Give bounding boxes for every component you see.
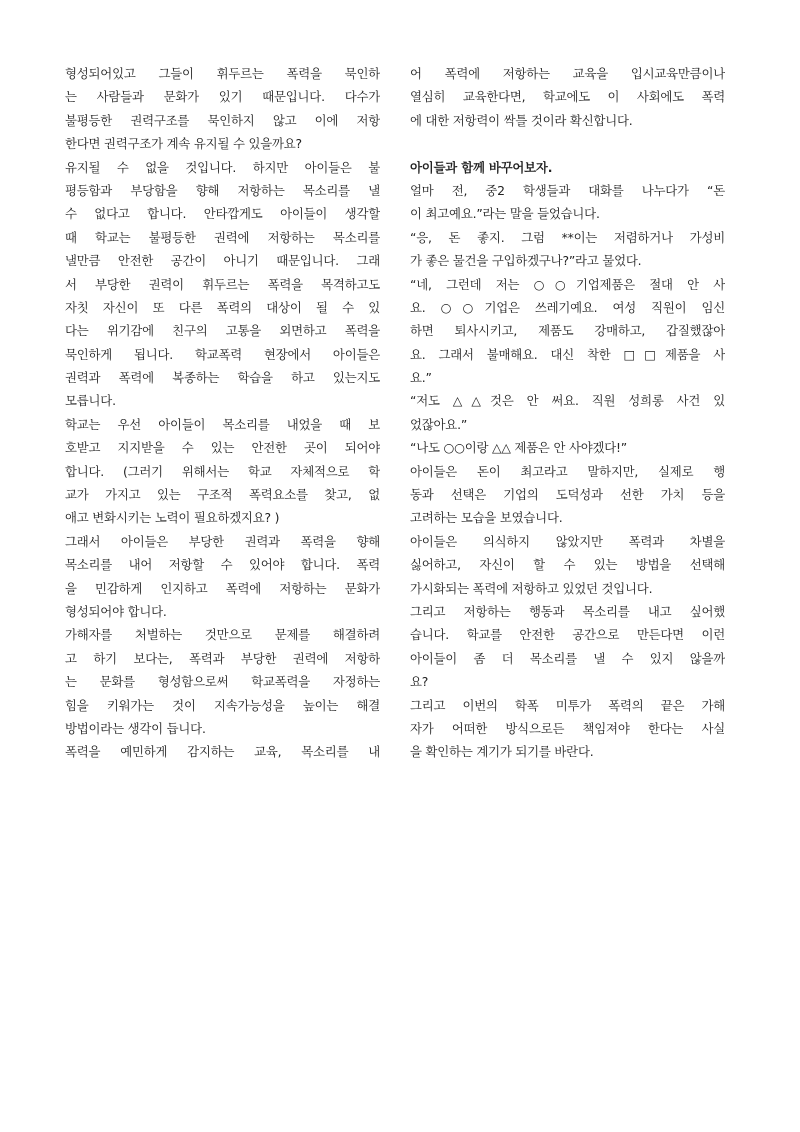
text-line: 었잖아요.”	[410, 416, 468, 432]
text-line: 열심히 교육한다면, 학교에도 이 사회에도 폭력	[410, 89, 725, 105]
text-line: 을 확인하는 계기가 되기를 바란다.	[410, 744, 594, 760]
section-heading: 아이들과 함께 바꾸어보자.	[410, 159, 553, 175]
text-line: 그리고 이번의 학폭 미투가 폭력의 끝은 가해	[410, 697, 725, 713]
text-line: 요. 그래서 불매해요. 대신 착한 □□제품을 사	[410, 346, 725, 362]
text-line: 고 하기 보다는, 폭력과 부당한 권력에 저항하	[65, 650, 380, 666]
text-line: 형성되어있고 그들이 휘두르는 폭력을 묵인하	[65, 66, 380, 81]
text-line: 그래서 아이들은 부당한 권력과 폭력을 향해	[65, 533, 380, 549]
text-line: 서 부당한 권력이 휘두르는 폭력을 목격하고도	[65, 276, 380, 292]
text-line: 가시화되는 폭력에 저항하고 있었던 것입니다.	[410, 580, 653, 596]
text-line: 요?	[410, 674, 429, 690]
text-line: 때 학교는 불평등한 권력에 저항하는 목소리를	[65, 229, 380, 245]
text-line: “나도 ○○이랑 △△ 제품은 안 사야겠다!”	[410, 440, 628, 456]
text-line: 아이들은 의식하지 않았지만 폭력과 차별을	[410, 533, 725, 549]
text-line: 합니다. (그러기 위해서는 학교 자체적으로 학	[65, 463, 380, 479]
text-line: 자칫 자신이 또 다른 폭력의 대상이 될 수 있	[65, 299, 380, 315]
text-line: 모릅니다.	[65, 393, 116, 409]
text-line: 싫어하고, 자신이 할 수 있는 방법을 선택해	[410, 557, 725, 573]
text-line: 는 문화를 형성함으로써 학교폭력을 자정하는	[65, 674, 380, 690]
text-line: 애고 변화시키는 노력이 필요하겠지요? )	[65, 510, 280, 526]
text-line: 이 최고예요.”라는 말을 들었습니다.	[410, 206, 600, 222]
text-line: 습니다. 학교를 안전한 공간으로 만든다면 이런	[410, 627, 725, 643]
right-column	[410, 62, 725, 764]
text-line: 가해자를 처벌하는 것만으로 문제를 해결하려	[65, 627, 380, 643]
text-line: 아이들은 돈이 최고라고 말하지만, 실제로 행	[410, 463, 725, 479]
text-line: 동과 선택은 기업의 도덕성과 선한 가치 등을	[410, 487, 725, 503]
text-line: 한다면 권력구조가 계속 유지될 수 있을까요?	[65, 136, 302, 152]
text-line: 자가 어떠한 방식으로든 책임져야 한다는 사실	[410, 720, 725, 736]
text-line: 방법이라는 생각이 듭니다.	[65, 720, 206, 736]
text-line: “네, 그런데 저는 ○○기업제품은 절대 안 사	[410, 276, 725, 292]
text-line: 어 폭력에 저항하는 교육을 입시교육만큼이나	[410, 66, 725, 81]
text-line: 힘을 키워가는 것이 지속가능성을 높이는 해결	[65, 697, 380, 713]
text-line: 불평등한 권력구조를 묵인하지 않고 이에 저항	[65, 112, 380, 128]
text-line: 목소리를 내어 저항할 수 있어야 합니다. 폭력	[65, 557, 380, 573]
text-line: 얼마 전, 중2 학생들과 대화를 나누다가 “돈	[410, 182, 725, 198]
left-column	[65, 62, 380, 764]
text-line: 는 사람들과 문화가 있기 때문입니다. 다수가	[65, 89, 380, 105]
text-line: 에 대한 저항력이 싹틀 것이라 확신합니다.	[410, 112, 633, 128]
text-line: 학교는 우선 아이들이 목소리를 내었을 때 보	[65, 416, 380, 432]
text-line: “저도 △△것은 안 써요. 직원 성희롱 사건 있	[410, 393, 725, 409]
text-line: 요. ○○기업은 쓰레기예요. 여성 직원이 임신	[410, 299, 725, 315]
text-line: 아이들이 좀 더 목소리를 낼 수 있지 않을까	[410, 650, 725, 666]
paragraph-spacer	[410, 132, 725, 155]
text-line: 가 좋은 물건을 구입하겠구나?”라고 물었다.	[410, 253, 642, 269]
text-line: “응, 돈 좋지. 그럼 **이는 저렴하거나 가성비	[410, 229, 725, 245]
text-line: 낼만큼 안전한 공간이 아니기 때문입니다. 그래	[65, 253, 380, 269]
text-line: 평등함과 부당함을 향해 저항하는 목소리를 낼	[65, 182, 380, 198]
text-line: 형성되어야 합니다.	[65, 603, 167, 619]
text-line: 교가 가지고 있는 구조적 폭력요소를 찾고, 없	[65, 487, 380, 503]
text-line: 호받고 지지받을 수 있는 안전한 곳이 되어야	[65, 440, 380, 456]
text-line: 고려하는 모습을 보였습니다.	[410, 510, 563, 526]
text-line: 수 없다고 합니다. 안타깝게도 아이들이 생각할	[65, 206, 380, 222]
text-line: 다는 위기감에 친구의 고통을 외면하고 폭력을	[65, 323, 380, 339]
text-line: 을 민감하게 인지하고 폭력에 저항하는 문화가	[65, 580, 380, 596]
text-line: 폭력을 예민하게 감지하는 교육, 목소리를 내	[65, 744, 380, 760]
text-line: 하면 퇴사시키고, 제품도 강매하고, 갑질했잖아	[410, 323, 725, 339]
text-line: 유지될 수 없을 것입니다. 하지만 아이들은 불	[65, 159, 380, 175]
text-line: 그리고 저항하는 행동과 목소리를 내고 싶어했	[410, 603, 725, 619]
text-line: 요.”	[410, 370, 432, 386]
text-line: 묵인하게 됩니다. 학교폭력 현장에서 아이들은	[65, 346, 380, 362]
text-line: 권력과 폭력에 복종하는 학습을 하고 있는지도	[65, 370, 380, 386]
